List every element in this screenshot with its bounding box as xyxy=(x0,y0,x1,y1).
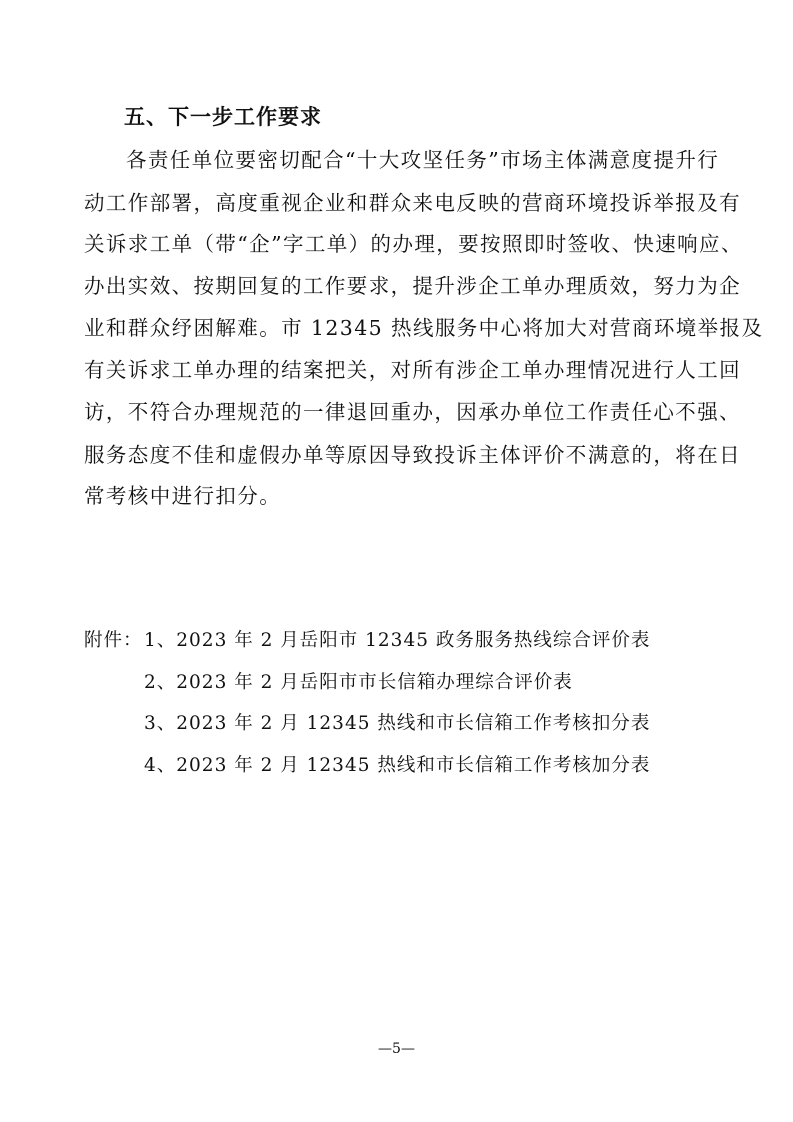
paragraph-line: 访，不符合办理规范的一律退回重办，因承办单位工作责任心不强、 xyxy=(84,400,741,424)
paragraph-line: 有关诉求工单办理的结案把关，对所有涉企工单办理情况进行人工回 xyxy=(84,358,741,382)
attachments-label: 附件： xyxy=(84,630,143,651)
attachment-item: 4、2023 年 2 月 12345 热线和市长信箱工作考核加分表 xyxy=(144,755,651,776)
paragraph-line: 关诉求工单（带“企”字工单）的办理，要按照即时签收、快速响应、 xyxy=(84,232,743,256)
section-heading: 五、下一步工作要求 xyxy=(124,105,322,129)
paragraph-line: 服务态度不佳和虚假办单等原因导致投诉主体评价不满意的，将在日 xyxy=(84,443,741,467)
paragraph-line: 办出实效、按期回复的工作要求，提升涉企工单办理质效，努力为企 xyxy=(84,274,741,298)
paragraph-line: 动工作部署，高度重视企业和群众来电反映的营商环境投诉举报及有 xyxy=(84,191,741,215)
paragraph-line: 各责任单位要密切配合“十大攻坚任务”市场主体满意度提升行 xyxy=(126,148,720,172)
page-number: —5— xyxy=(378,1041,415,1057)
paragraph-line: 常考核中进行扣分。 xyxy=(84,484,282,508)
attachment-item: 3、2023 年 2 月 12345 热线和市长信箱工作考核扣分表 xyxy=(144,713,651,734)
paragraph-line: 业和群众纾困解难。市 12345 热线服务中心将加大对营商环境举报及 xyxy=(84,316,764,340)
attachment-item: 1、2023 年 2 月岳阳市 12345 政务服务热线综合评价表 xyxy=(144,630,651,651)
attachment-item: 2、2023 年 2 月岳阳市市长信箱办理综合评价表 xyxy=(144,672,573,693)
